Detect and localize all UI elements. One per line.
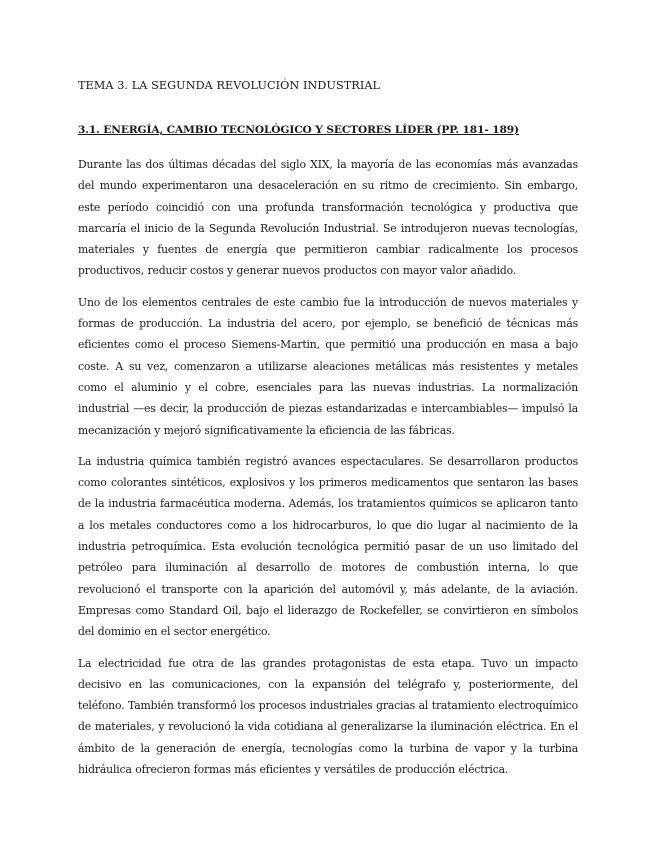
- paragraph-4: La electricidad fue otra de las grandes protagonistas de esta etapa. Tuvo un impacto decisivo en las comunicaciones, con la expansión del telégrafo y, posteriormente, del teléfono. También transformó los procesos industriales gracias al tratamiento electroquímico de materiales, y revolucionó la vida cotidiana al generalizarse la iluminación eléctrica. En el ámbito de la generación de energía, tecnologías como la turbina de vapor y la turbina hidráulica ofrecieron formas más eficientes y versátiles de producción eléctrica.: [78, 656, 578, 777]
- paragraph-2: Uno de los elementos centrales de este cambio fue la introducción de nuevos materiales y formas de producción. La industria del acero, por ejemplo, se benefició de técnicas más eficientes como el proceso Siemens-Martin, que permitió una producción en masa a bajo coste. A su vez, comenzaron a utilizarse aleaciones metálicas más resistentes y metales como el aluminio y el cobre, esenciales para las nuevas industrias. La normalización industrial —es decir, la producción de piezas estandarizadas e intercambiables— impulsó la mecanización y mejoró significativamente la eficiencia de las fábricas.: [78, 295, 578, 437]
- document-title: TEMA 3. LA SEGUNDA REVOLUCIÓN INDUSTRIAL: [78, 79, 381, 92]
- document-page: [78, 78, 578, 780]
- paragraph-1: Durante las dos últimas décadas del siglo XIX, la mayoría de las economías más avanzadas del mundo experimentaron una desaceleración en su ritmo de crecimiento. Sin embargo, este período coincidió con una profunda transformación tecnológica y productiva que marcaría el inicio de la Segunda Revolución Industrial. Se introdujeron nuevas tecnologías, materiales y fuentes de energía que permitieron cambiar radicalmente los procesos productivos, reducir costos y generar nuevos productos con mayor valor añadido.: [78, 158, 578, 278]
- section-heading: 3.1. ENERGÍA, CAMBIO TECNOLÓGICO Y SECTORES LÍDER (PP. 181- 189): [78, 124, 519, 136]
- paragraph-3: La industria química también registró avances espectaculares. Se desarrollaron productos como colorantes sintéticos, explosivos y los primeros medicamentos que sentaron las bases de la industria farmacéutica moderna. Además, los tratamientos químicos se aplicaron tanto a los metales conductores como a los hidrocarburos, lo que dio lugar al nacimiento de la industria petroquímica. Esta evolución tecnológica permitió pasar de un uso limitado del petróleo para iluminación al desarrollo de motores de combustión interna, lo que revolucionó el transporte con la aparición del automóvil y, más adelante, de la aviación. Empresas como Standard Oil, bajo el liderazgo de Rockefeller, se convirtieron en símbolos del dominio en el sector energético.: [78, 454, 578, 639]
